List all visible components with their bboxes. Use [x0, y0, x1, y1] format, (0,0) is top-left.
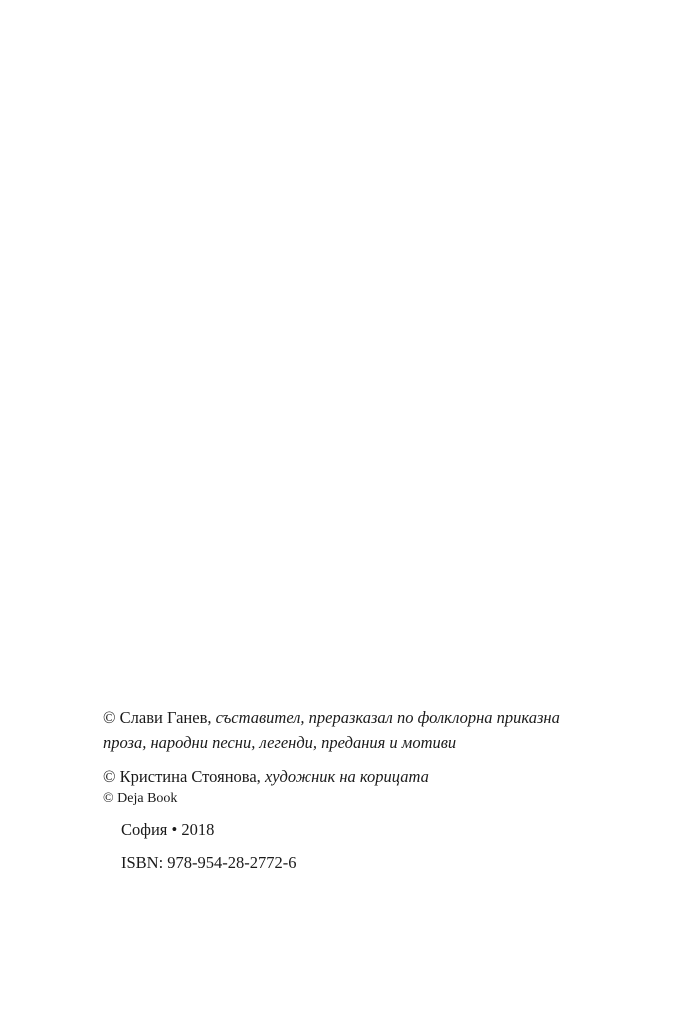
copyright-block: [103, 705, 673, 875]
illustrator-name: © Кристина Стоянова,: [103, 767, 265, 786]
city-year: София • 2018: [121, 820, 215, 839]
isbn: ISBN: 978-954-28-2772-6: [121, 853, 297, 872]
compiler-name: © Слави Ганев,: [103, 708, 216, 727]
publisher-copyright: © Deja Book: [103, 791, 178, 806]
imprint: [103, 817, 673, 875]
compiler-role-line-1: съставител, преразказал по фолклорна приказна: [215, 708, 560, 727]
illustrator-role: художник на корицата: [264, 767, 429, 786]
compiler-copyright: [103, 705, 673, 755]
illustrator-copyright: [103, 764, 673, 789]
compiler-role-line-2: проза, народни песни, легенди, предания и мотиви: [103, 733, 457, 752]
